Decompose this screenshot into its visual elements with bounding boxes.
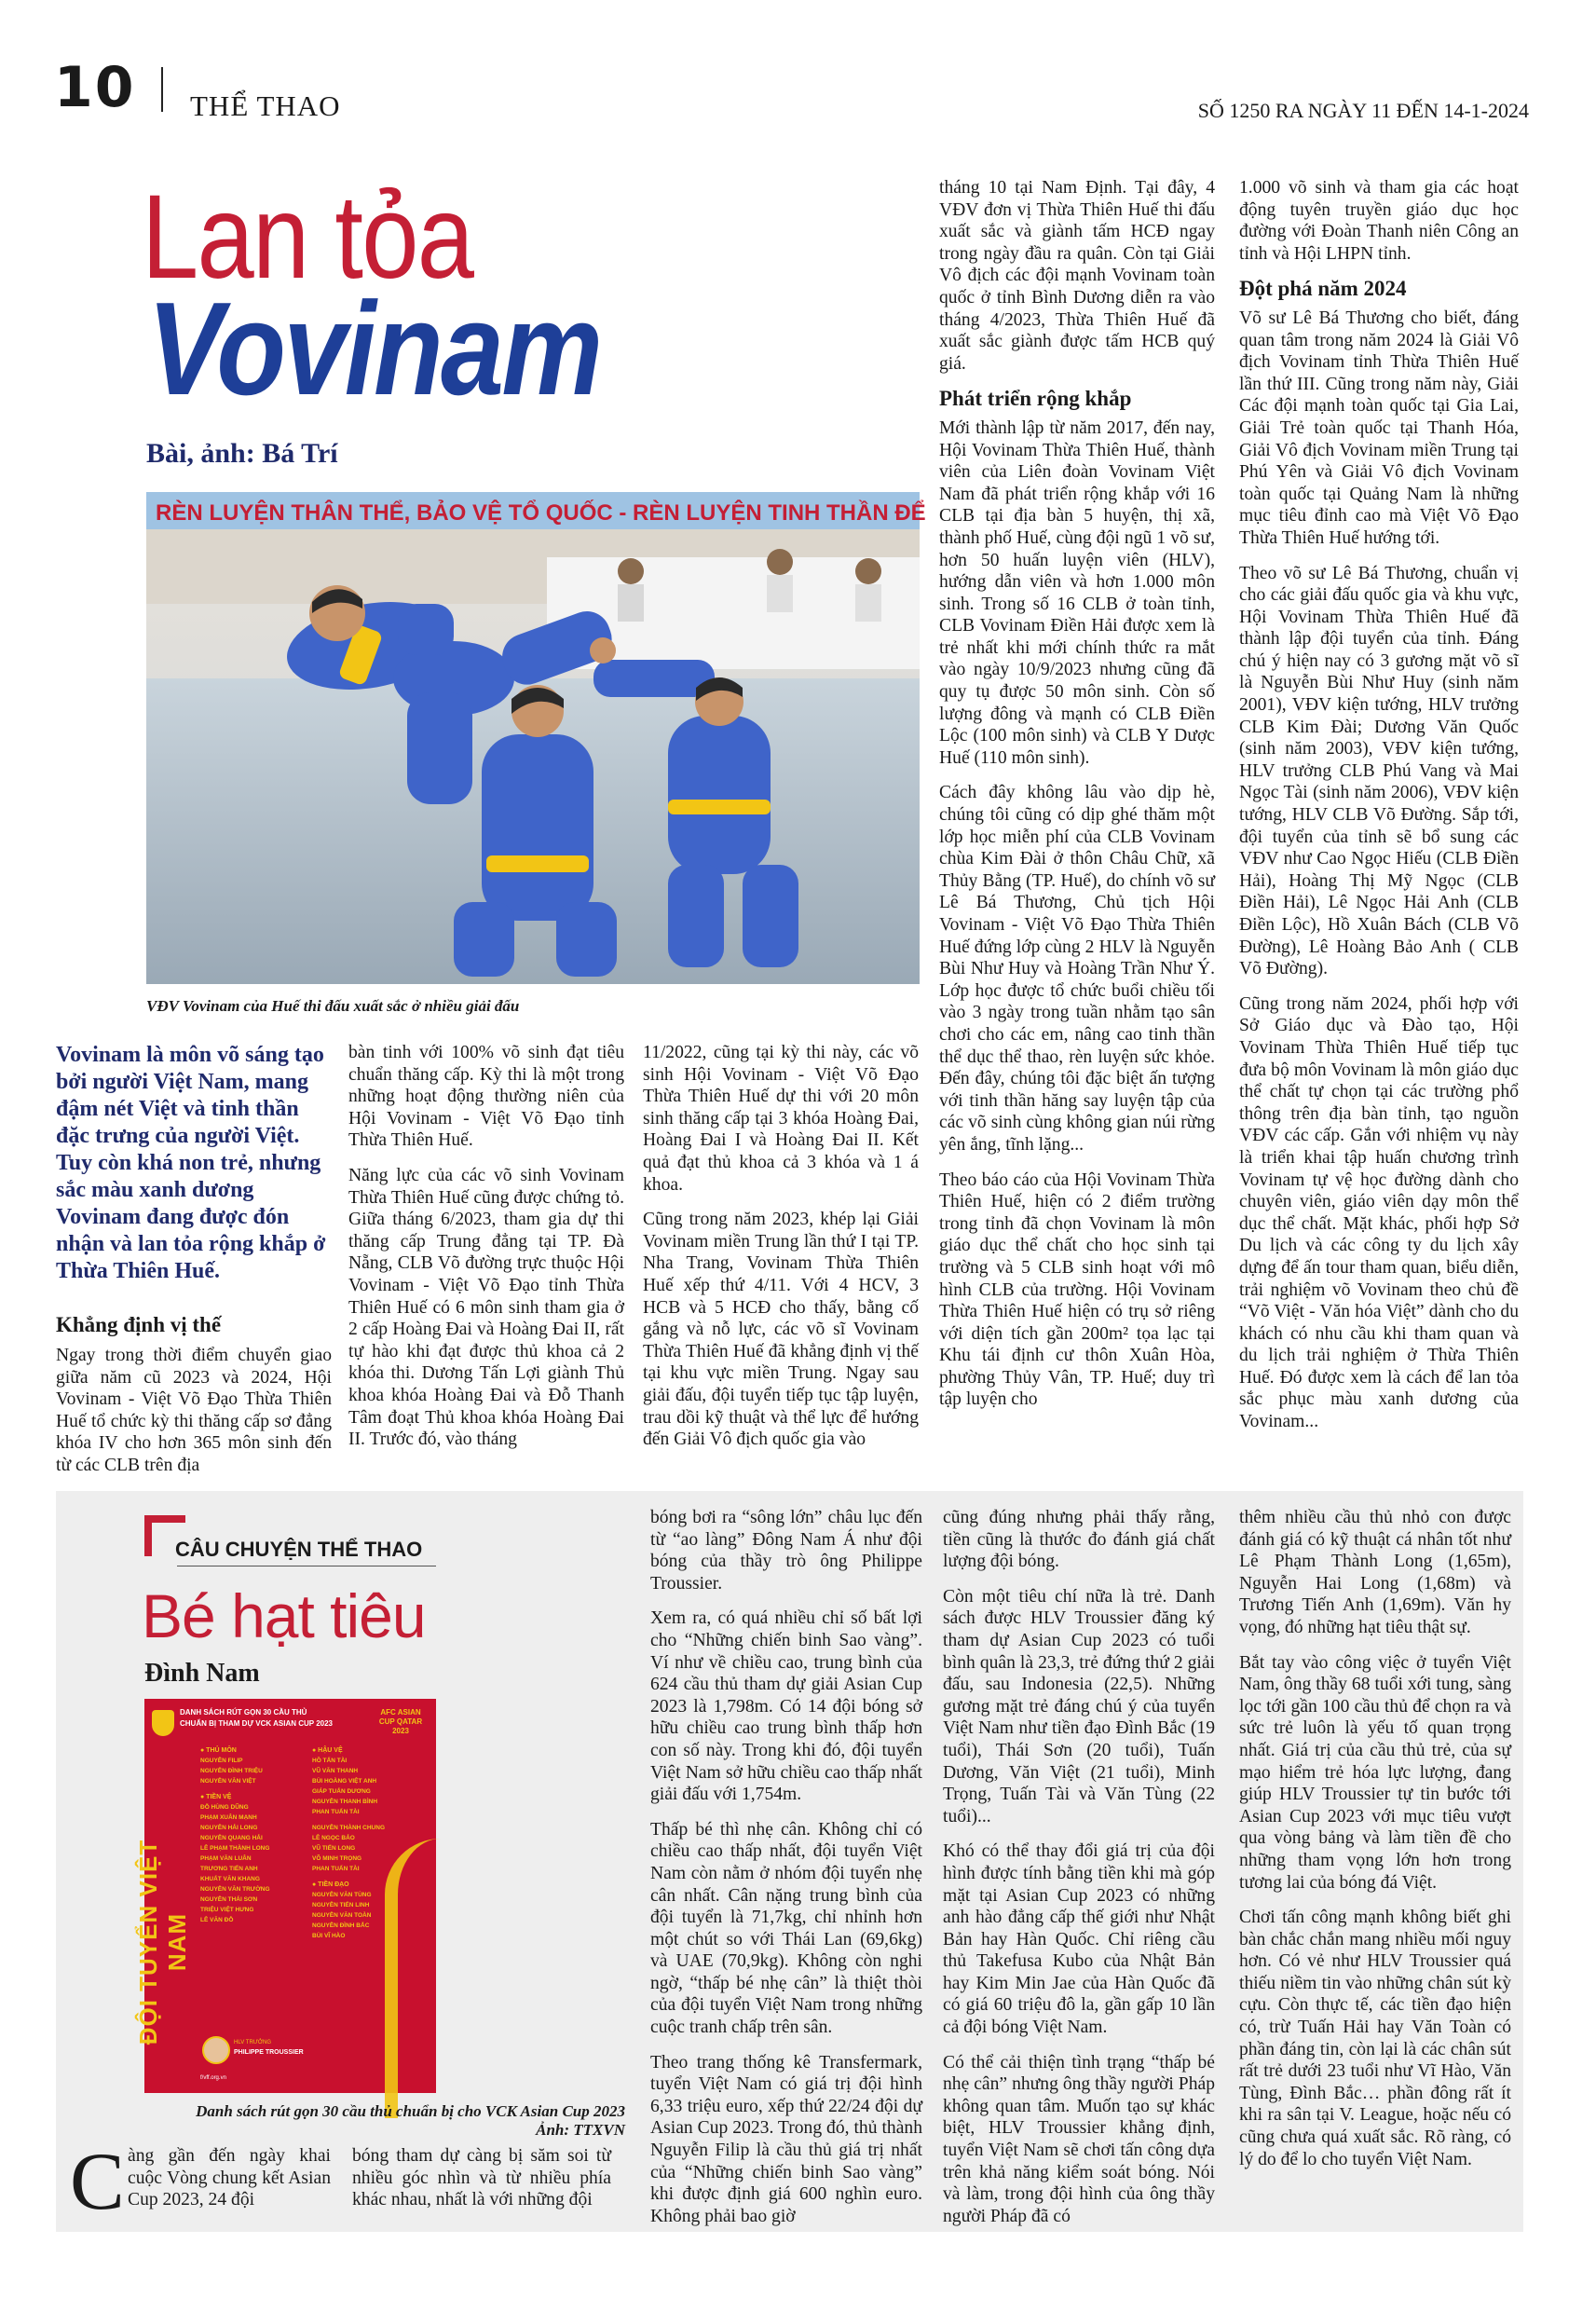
kicker: CÂU CHUYỆN THỂ THAO	[175, 1538, 423, 1561]
paragraph: Cũng trong năm 2024, phối hợp với Sở Giáo dục và Đào tạo, Hội Vovinam Thừa Thiên Huế tiếp tục đưa bộ môn Vovinam là môn giáo dục thể chất tự chọn tại các trường phổ thông trên địa bàn tỉnh, tạo nguồn VĐV các cấp. Gắn với nhiệm vụ này là triển khai tập huấn chương trình Vovinam tự vệ học đường dành cho chuyên viên, giáo viên dạy môn thể dục thể chất. Mặt khác, phối hợp Sở Du lịch và các công ty du lịch xây dựng để ấn tour tham quan, biểu diễn, trải nghiệm võ Vovinam theo chủ đề “Võ Việt - Văn hóa Việt” dành cho du khách có nhu cầu khi tham quan và du lịch trải nghiệm ở Thừa Thiên Huế. Đó được xem là cách để lan tỏa sắc phục màu xanh dương của Vovinam...	[1239, 993, 1519, 1432]
header-divider	[161, 67, 163, 112]
poster-player: NGUYỄN HẢI LONG	[200, 1825, 258, 1831]
paragraph: cũng đúng nhưng phải thấy rằng, tiền cũng là thước đo đánh giá chất lượng đội bóng.	[943, 1508, 1215, 1572]
column-5	[1239, 177, 1519, 1446]
poster-player: TRIỆU VIỆT HƯNG	[200, 1907, 254, 1913]
paragraph: Chơi tấn công mạnh không biết ghi bàn chắc chắn mang nhiều mối nguy hơn. Có vẻ như HLV Troussier quá thiếu niềm tin vào những chân sút kỳ cựu. Còn thực tế, các tiền đạo hiện có, trừ Tuấn Hải hay Văn Toàn có phần đáng tin, còn lại là các chân sút rất trẻ dưới 23 tuổi như Vĩ Hào, Văn Tùng, Đình Bắc… phần đông rất ít khi ra sân tại V. League, hoặc nếu có cũng chưa quá xuất sắc. Rõ ràng, có lý do để lo cho tuyển Việt Nam.	[1239, 1908, 1511, 2169]
poster-player: NGUYỄN THANH BÌNH	[312, 1799, 378, 1805]
column-1	[56, 1042, 332, 1490]
poster-emblem-icon	[152, 1710, 174, 1736]
poster-group-label: ● HẬU VỆ	[312, 1747, 343, 1754]
poster-player: KHUẤT VĂN KHANG	[200, 1876, 260, 1882]
paragraph: bàn tinh với 100% võ sinh đạt tiêu chuẩn thăng cấp. Kỳ thi là một trong những hoạt động thường niên của Hội Vovinam - Việt Võ Đạo tỉnh Thừa Thiên Huế.	[348, 1043, 624, 1151]
story-column-5	[1239, 1507, 1511, 2183]
poster-caption-line1: Danh sách rút gọn 30 cầu thủ chuẩn bị cho VCK Asian Cup 2023	[196, 2102, 625, 2120]
poster-header-2: CHUẨN BỊ THAM DỰ VCK ASIAN CUP 2023	[180, 1719, 333, 1728]
story-column-3	[650, 1507, 922, 2240]
poster-player: LÊ PHẠM THÀNH LONG	[200, 1845, 270, 1852]
poster-group-label: ● TIỀN VỆ	[200, 1794, 232, 1800]
poster-group-label: ● THỦ MÔN	[200, 1747, 237, 1754]
poster-player: PHẠM VĂN LUÂN	[200, 1855, 252, 1862]
poster-vertical-title: ĐỘI TUYỂN VIỆT NAM	[134, 1839, 191, 2045]
poster-player: ĐỖ HÙNG DŨNG	[200, 1804, 249, 1811]
poster-group	[200, 1745, 307, 1786]
paragraph: Khó có thể thay đổi giá trị của đội hình được tính bằng tiền khi mà góp mặt tại Asian Cup 2023 có những anh hào đẳng cấp thế giới như Nhật Bản hay Hàn Quốc. Chỉ riêng cầu thủ Takefusa Kubo của Nhật Bản hay Kim Min Jae của Hàn Quốc đã có giá 60 triệu đô la, gần gấp 10 lần cả đội bóng Việt Nam.	[943, 1841, 1215, 2038]
column-3	[643, 1042, 919, 1464]
poster-player: NGUYỄN QUANG HẢI	[200, 1835, 263, 1841]
poster-player: PHẠM XUÂN MẠNH	[200, 1814, 257, 1821]
poster-player: NGUYỄN VĂN VIỆT	[200, 1778, 256, 1785]
coach-avatar	[202, 2036, 230, 2064]
paragraph: àng gần đến ngày khai cuộc Vòng chung kết Asian Cup 2023, 24 đội	[128, 2146, 331, 2210]
poster-header-1: DANH SÁCH RÚT GỌN 30 CẦU THỦ	[180, 1708, 307, 1717]
paragraph: bóng bơi ra “sông lớn” châu lục đến từ “ao làng” Đông Nam Á như đội bóng của thầy trò ông Philippe Troussier.	[650, 1508, 922, 1594]
poster-player: NGUYỄN THÀNH CHUNG	[312, 1825, 385, 1831]
team-poster	[134, 1699, 436, 2093]
column-2	[348, 1042, 624, 1464]
poster-player: NGUYỄN TIẾN LINH	[312, 1902, 370, 1908]
vovinam-photo	[146, 492, 926, 984]
poster-player: HỒ TẤN TÀI	[312, 1758, 348, 1764]
paragraph: Theo báo cáo của Hội Vovinam Thừa Thiên Huế, hiện có 2 điểm trường trong tỉnh đã chọn Vovinam là môn giáo dục thể chất cho học sinh tại trường và 5 CLB sinh hoạt với mô hình CLB của trường. Hội Vovinam Thừa Thiên Huế hiện có trụ sở riêng với diện tích gần 200m² tọa lạc tại Khu tái định cư thôn Xuân Hòa, phường Thủy Vân, TP. Huế; duy trì tập luyện cho	[939, 1170, 1215, 1410]
article-title-line1: Lan tỏa	[142, 171, 473, 304]
story-title: Bé hạt tiêu	[142, 1581, 426, 1650]
poster-player: VŨ TIẾN LONG	[312, 1845, 356, 1852]
poster-footer: f/vff.org.vn	[200, 2075, 226, 2081]
poster-left-list	[200, 1745, 307, 1931]
poster-player: TRƯƠNG TIẾN ANH	[200, 1866, 258, 1872]
story-column-2	[352, 2145, 611, 2224]
poster-coach-label: HLV TRƯỞNG	[234, 2040, 272, 2045]
poster-group	[312, 1745, 419, 1817]
section-label: THỂ THAO	[190, 89, 341, 122]
paragraph: Xem ra, có quá nhiều chỉ số bất lợi cho “Những chiến binh Sao vàng”. Ví như về chiều cao, trung bình của 624 cầu thủ tham dự giải Asian Cup 2023 là 1,798m. Có 14 đội bóng sở hữu chiều cao trung bình thấp hơn con số này. Trong khi đó, đội tuyển Việt Nam sở hữu chiều cao thấp nhất giải đấu với 1,754m.	[650, 1608, 922, 1805]
page-number: 10	[54, 55, 136, 120]
paragraph: 1.000 võ sinh và tham gia các hoạt động tuyên truyền giáo dục học đường với Đoàn Thanh niên Công an tỉnh và Hội LHPN tỉnh.	[1239, 178, 1519, 264]
poster-player: NGUYỄN ĐÌNH BẮC	[312, 1922, 370, 1929]
poster-player: GIÁP TUẤN DƯƠNG	[312, 1788, 371, 1795]
paragraph: tháng 10 tại Nam Định. Tại đây, 4 VĐV đơn vị Thừa Thiên Huế thi đấu xuất sắc và giành tấm HCĐ ngay trong ngày đầu ra quân. Còn tại Giải Vô địch các đội mạnh Vovinam toàn quốc ở tỉnh Bình Dương diễn ra vào tháng 4/2023, Thừa Thiên Huế đã xuất sắc giành được tấm HCB quý giá.	[939, 178, 1215, 374]
poster-player: BÙI HOÀNG VIỆT ANH	[312, 1778, 377, 1785]
paragraph: Có thể cải thiện tình trạng “thấp bé nhẹ cân” nhưng ông thầy người Pháp không quan tâm. Muốn tạo sự khác biệt, HLV Troussier khẳng định, tuyển Việt Nam sẽ chơi tấn công dựa trên khả năng kiểm soát bóng. Nói và làm, trong đội hình của ông thầy người Pháp đã có	[943, 2052, 1215, 2226]
poster-player: NGUYỄN FILIP	[200, 1758, 243, 1764]
poster-player: NGUYỄN VĂN TRƯỜNG	[200, 1886, 270, 1893]
poster-caption-line2: Ảnh: TTXVN	[536, 2121, 625, 2139]
paragraph: Võ sư Lê Bá Thương cho biết, đáng quan tâm trong năm 2024 là Giải Vô địch Vovinam tỉnh Thừa Thiên Huế lần thứ III. Cũng trong năm này, Giải Các đội mạnh toàn quốc tại Gia Lai, Giải Trẻ toàn quốc tại Thanh Hóa, Giải Vô địch Vovinam miền Trung tại Phú Yên và Giải Vô địch Vovinam toàn quốc tại Quảng Nam là những mục tiêu đỉnh cao mà Việt Võ Đạo Thừa Thiên Huế hướng tới.	[1239, 308, 1519, 548]
drop-cap: C	[70, 2137, 125, 2227]
poster-player: NGUYỄN VĂN TOÀN	[312, 1912, 372, 1919]
paragraph: bóng tham dự càng bị săm soi từ nhiều góc nhìn và từ nhiều phía khác nhau, nhất là với những đội	[352, 2146, 611, 2210]
paragraph: Ngay trong thời điểm chuyển giao giữa năm cũ 2023 và 2024, Hội Vovinam - Việt Võ Đạo Thừa Thiên Huế tổ chức kỳ thi thăng cấp sơ đẳng khóa IV cho hơn 365 môn sinh đến từ các CLB trên địa	[56, 1346, 332, 1475]
poster-player: NGUYỄN THÁI SƠN	[200, 1896, 258, 1903]
poster-player: PHAN TUẤN TÀI	[312, 1809, 360, 1815]
paragraph: Thấp bé thì nhẹ cân. Không chỉ có chiều cao thấp nhất, đội tuyển Việt Nam còn nằm ở nhóm đội tuyển nhẹ cân nhất. Cân nặng trung bình của đội tuyển là 71,7kg, chỉ nhỉnh hơn một chút so với Thái Lan (69,6kg) và UAE (70,9kg). Không còn nghi ngờ, “thấp bé nhẹ cân” là thiệt thòi của đội tuyển Việt Nam trong những cuộc tranh chấp trên sân.	[650, 1819, 922, 2038]
banner-text: RÈN LUYỆN THÂN THỂ, BẢO VỆ TỔ QUỐC - RÈN LUYỆN TINH THẦN ĐỂ	[156, 500, 926, 526]
paragraph: Còn một tiêu chí nữa là trẻ. Danh sách được HLV Troussier đăng ký tham dự Asian Cup 2023 có tuổi bình quân là 23,3, trẻ đứng thứ 2 giải đấu, sau Indonesia (22,5). Những gương mặt trẻ đáng chú ý của tuyển Việt Nam như tiền đạo Đình Bắc (19 tuổi), Thái Sơn (20 tuổi), Tuấn Dương, Văn Việt (21 tuổi), Minh Trọng, Tuấn Tài và Văn Tùng (22 tuổi)...	[943, 1586, 1215, 1826]
poster-group	[200, 1792, 307, 1925]
poster-player: LÊ NGỌC BẢO	[312, 1835, 355, 1841]
poster-player: PHAN TUẤN TÀI	[312, 1866, 360, 1872]
poster-cup-logo: AFC ASIAN CUP QATAR 2023	[378, 1708, 423, 1735]
poster-player: VŨ VĂN THANH	[312, 1768, 359, 1774]
vovinam-action-image	[146, 492, 926, 984]
poster-player: NGUYỄN ĐÌNH TRIỆU	[200, 1768, 263, 1774]
poster-player: NGUYỄN VĂN TÙNG	[312, 1892, 372, 1898]
poster-caption	[144, 2102, 625, 2140]
poster-coach-name: PHILIPPE TROUSSIER	[234, 2049, 304, 2056]
photo-caption: VĐV Vovinam của Huế thi đấu xuất sắc ở nhiều giải đấu	[146, 997, 520, 1015]
poster-player: VÕ MINH TRỌNG	[312, 1855, 362, 1862]
paragraph: Cách đây không lâu vào dịp hè, chúng tôi cũng có dịp ghé thăm một lớp học miễn phí của CLB Vovinam chùa Kim Đài ở thôn Châu Chữ, xã Thủy Bằng (TP. Huế), do chính võ sư Lê Bá Thương, Chủ tịch Hội Vovinam - Việt Võ Đạo Thừa Thiên Huế đứng lớp cùng 2 HLV là Nguyễn Bùi Như Huy và Hoàng Trần Như Ý. Lớp học được tổ chức buổi chiều tối vào 3 ngày trong tuần nhằm tạo sân chơi cho các em, nâng cao tinh thần thể dục thể thao, rèn luyện sức khỏe. Đến đây, chúng tôi đặc biệt ấn tượng với tinh thần hăng say luyện tập của các võ sinh cùng không gian núi rừng yên ắng, tĩnh lặng...	[939, 783, 1215, 1155]
subhead-phat-trien: Phát triển rộng khắp	[939, 387, 1132, 411]
subhead-khang-dinh: Khẳng định vị thế	[56, 1313, 222, 1336]
paragraph: Năng lực của các võ sinh Vovinam Thừa Thiên Huế cũng được chứng tỏ. Giữa tháng 6/2023, tham gia dự thi thăng cấp Trung đẳng tại TP. Đà Nẵng, CLB Võ đường trực thuộc Hội Vovinam - Việt Võ Đạo tỉnh Thừa Thiên Huế có 6 môn sinh tham gia ở 2 cấp Hoàng Đai và Hoàng Đai II, rất tự hào khi đạt được thủ khoa cả 2 khóa thi. Dương Tấn Lợi giành Thủ khoa khóa Hoàng Đai và Đỗ Thanh Tâm đoạt Thủ khoa khóa Hoàng Đai II. Trước đó, vào tháng	[348, 1165, 624, 1450]
column-4	[939, 177, 1215, 1424]
article-byline: Bài, ảnh: Bá Trí	[146, 438, 338, 469]
subhead-dot-pha: Đột phá năm 2024	[1239, 277, 1407, 301]
poster-group-label: ● TIỀN ĐẠO	[312, 1881, 349, 1888]
article-lead: Vovinam là môn võ sáng tạo bởi người Việt Nam, mang đậm nét Việt và tinh thần đặc trưng của người Việt. Tuy còn khá non trẻ, nhưng sắc màu xanh dương Vovinam đang được đón nhận và lan tỏa rộng khắp ở Thừa Thiên Huế.	[56, 1043, 326, 1283]
paragraph: Mới thành lập từ năm 2017, đến nay, Hội Vovinam Thừa Thiên Huế, thành viên của Liên đoàn Vovinam Việt Nam đã phát triển rộng khắp với 16 CLB tại địa bàn 5 huyện, thị xã, thành phố Huế, cùng đội ngũ 1 võ sư, hơn 50 huấn luyện viên (HLV), hướng dẫn viên và hơn 1.000 môn sinh. Trong số 16 CLB ở toàn tỉnh, CLB Vovinam Điền Hải được xem là trẻ nhất khi mới chính thức ra mắt vào ngày 10/9/2023 nhưng cũng đã quy tụ được 50 môn sinh. Còn số lượng đông và mạnh có CLB Điền Lộc (100 môn sinh) và CLB Y Dược Huế (110 môn sinh).	[939, 417, 1215, 768]
paragraph: Theo trang thống kê Transfermark, tuyển Việt Nam có giá trị đội hình 6,33 triệu euro, xếp thứ 22/24 đội dự Asian Cup 2023. Trong đó, thủ thành Nguyễn Filip là cầu thủ giá trị nhất của “Những chiến binh Sao vàng” khi được định giá 600 nghìn euro. Không phải bao giờ	[650, 2052, 922, 2226]
poster-player: BÙI VĨ HÀO	[312, 1933, 346, 1939]
paragraph: 11/2022, cũng tại kỳ thi này, các võ sinh Hội Vovinam - Việt Võ Đạo Thừa Thiên Huế dự thi với 20 môn sinh thăng cấp tại 3 khóa Hoàng Đai, Hoàng Đai I và Hoàng Đai II. Kết quả đạt thủ khoa cả 3 khóa và 1 á khoa.	[643, 1043, 919, 1195]
story-byline: Đình Nam	[144, 1659, 260, 1688]
story-column-1	[128, 2145, 331, 2224]
story-column-4	[943, 1507, 1215, 2240]
poster-yellow-swoosh	[385, 1839, 482, 2118]
paragraph: Theo võ sư Lê Bá Thương, chuẩn vị cho các giải đấu quốc gia và khu vực, Hội Vovinam Thừa Thiên Huế đã thành lập đội tuyển của tỉnh. Đáng chú ý hiện nay có 3 gương mặt võ sĩ là Nguyễn Bùi Như Huy (sinh năm 2001), VĐV kiện tướng, HLV trưởng CLB Kim Đài; Dương Văn Quốc (sinh năm 2003), VĐV kiện tướng, HLV trưởng CLB Phú Vang và Mai Ngọc Tài (sinh năm 2006), VĐV kiện tướng, HLV CLB Võ Đường. Sắp tới, đội tuyển của tỉnh sẽ bổ sung các VĐV như Cao Ngọc Hiếu (CLB Điền Hải), Hoàng Thị Mỹ Ngọc (CLB Điền Hải), Lê Ngọc Hải Anh (CLB Điền Lộc), Hồ Xuân Bách (CLB Võ Đường), Lê Hoàng Bảo Anh ( CLB Võ Đường).	[1239, 563, 1519, 979]
poster-player: LÊ VĂN ĐỖ	[200, 1917, 234, 1923]
paragraph: Cũng trong năm 2023, khép lại Giải Vovinam miền Trung lần thứ I tại TP. Nha Trang, Vovinam Thừa Thiên Huế xếp thứ 4/11. Với 4 HCV, 3 HCB và 5 HCĐ cho thấy, bằng cố gắng và nỗ lực, các võ sĩ Vovinam Thừa Thiên Huế đã khẳng định vị thế tại khu vực miền Trung. Ngay sau giải đấu, đội tuyển tiếp tục tập luyện, trau dồi kỹ thuật và thể lực để hướng đến Giải Vô địch quốc gia vào	[643, 1210, 919, 1450]
paragraph: thêm nhiều cầu thủ nhỏ con được đánh giá có kỹ thuật cá nhân tốt như Lê Phạm Thành Long (1,65m), Nguyễn Hai Long (1,68m) và Trương Tiến Anh (1,69m). Văn hy vọng, đó những hạt tiêu thật sự.	[1239, 1508, 1511, 1637]
article-title-line2: Vovinam	[147, 275, 601, 423]
issue-info: SỐ 1250 RA NGÀY 11 ĐẾN 14-1-2024	[1197, 99, 1529, 122]
paragraph: Bắt tay vào công việc ở tuyển Việt Nam, ông thầy 68 tuổi xới tung, sàng lọc tới gần 100 cầu thủ để chọn ra và sức trẻ luôn là yếu tố quan trọng nhất. Giá trị của cầu thủ trẻ, của sự mạo hiểm trẻ hóa lực lượng, đang giúp HLV Troussier tự tin bước tới Asian Cup 2023 với mục tiêu vượt qua vòng bảng và làm tiền đề cho những tham vọng lớn hơn trong tương lai của bóng đá Việt.	[1239, 1652, 1511, 1893]
